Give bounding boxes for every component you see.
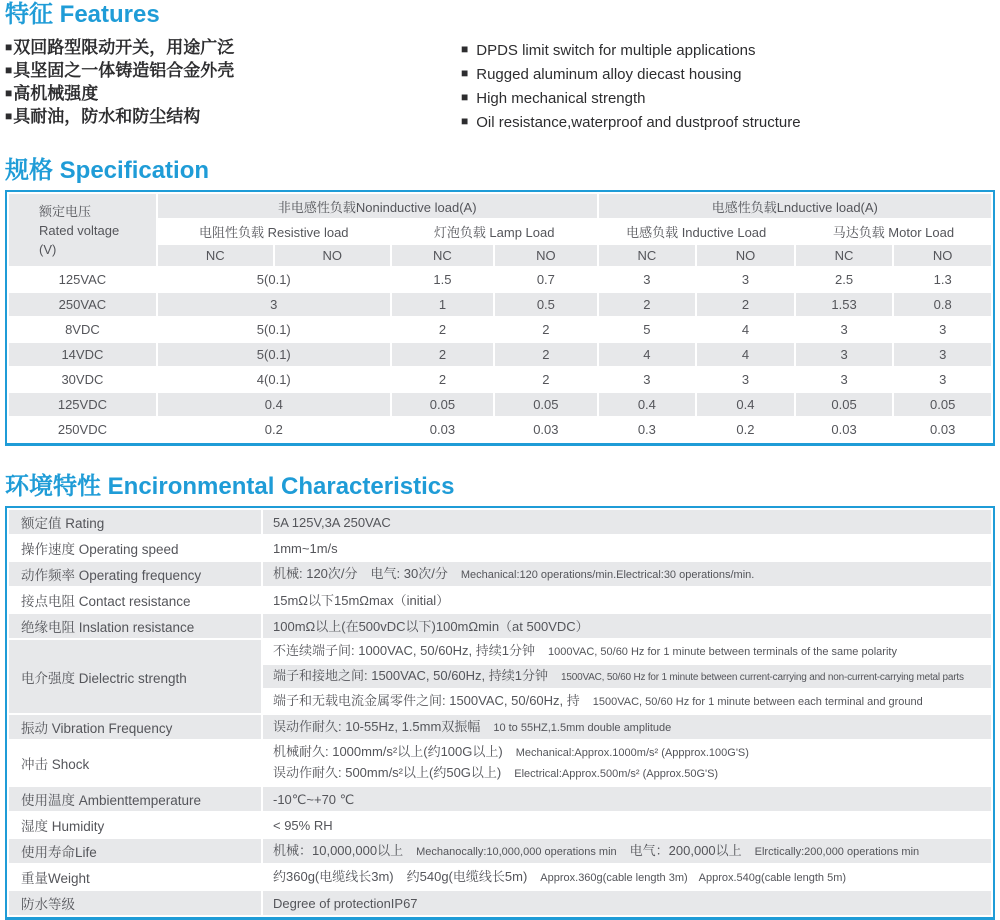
spec-value-cell: 5: [643, 322, 651, 337]
env-text-segment: Approx.360g(cable length 3m) Approx.540g(cable length 5m): [540, 871, 847, 884]
environment-section: [5, 473, 995, 920]
spec-voltage-header-line: (V): [39, 241, 57, 257]
env-text-segment: 不连续端子间: 1000VAC, 50/60Hz, 持续1分钟: [273, 643, 536, 658]
spec-value-cell: 2.5: [835, 272, 854, 287]
spec-value-cell: 4: [741, 322, 750, 337]
env-value-line: [273, 894, 987, 913]
spec-contact-no: NO: [697, 245, 794, 266]
spec-value-cell: 2: [697, 293, 794, 316]
spec-value-cell: 1.3: [933, 272, 952, 287]
spec-value-cell: 0.4: [158, 393, 390, 416]
env-row: [9, 588, 991, 612]
features-section: [5, 1, 995, 134]
env-value-line: [273, 641, 987, 662]
spec-value-cell: 0.05: [495, 393, 596, 416]
spec-load-resistive: 电阻性负载 Resistive load: [158, 220, 390, 243]
spec-value-cell: 0.03: [930, 422, 956, 437]
spec-value-cell: 2: [542, 322, 550, 337]
env-text-segment: 电气：200,000以上: [629, 842, 742, 858]
spec-value-cell: 0.7: [536, 272, 555, 287]
spec-voltage-header-line: Rated voltage: [39, 222, 120, 238]
env-label-cell: 冲击 Shock: [21, 757, 90, 772]
env-value-cell: [263, 536, 991, 560]
env-text-segment: 1000VAC, 50/60 Hz for 1 minute between terminals of the same polarity: [548, 646, 897, 658]
env-row: [9, 536, 991, 560]
spec-value-cell: 0.3: [637, 422, 656, 437]
spec-value-cell: 0.03: [533, 422, 559, 437]
specification-section: [5, 157, 995, 446]
spec-contact-nc: NC: [158, 245, 273, 266]
bullet-square-icon: ■: [461, 90, 469, 104]
env-row: [9, 562, 991, 586]
env-text-segment: 端子和接地之间: 1500VAC, 50/60Hz, 持续1分钟: [273, 668, 549, 683]
env-text-segment: 机械耐久: 1000mm/s²以上(约100G以上): [273, 744, 503, 759]
env-value-line: [273, 790, 987, 809]
feature-text: Rugged aluminum alloy diecast housing: [476, 66, 742, 83]
spec-value-cell: 0.2: [264, 422, 283, 437]
bullet-square-icon: ■: [5, 86, 13, 100]
spec-value-cell: 1: [392, 293, 493, 316]
env-value-cell: [263, 510, 991, 534]
env-text-segment: Elrctically:200,000 operations min: [754, 845, 920, 858]
spec-value-cell: 3: [643, 372, 651, 387]
spec-value-cell: 0.2: [736, 422, 755, 437]
spec-voltage-cell: 14VDC: [9, 343, 156, 366]
bullet-square-icon: ■: [5, 40, 13, 54]
spec-header-group-row: [9, 194, 991, 218]
env-text-segment: -10℃~+70 ℃: [273, 791, 355, 807]
spec-header-load-row: [9, 220, 991, 243]
spec-value-cell: 4(0.1): [256, 372, 291, 387]
env-value-line: [273, 742, 987, 763]
env-value-cell: [263, 813, 991, 837]
env-text-segment: 误动作耐久: 500mm/s²以上(约50G以上): [273, 765, 502, 780]
env-text-segment: 15mΩ以下15mΩmax（initial）: [273, 592, 450, 608]
spec-value-cell: 2: [542, 372, 550, 387]
env-label-cell: 动作频率 Operating frequency: [9, 562, 261, 586]
env-value-cell: [263, 891, 991, 915]
spec-contact-no: NO: [275, 245, 390, 266]
spec-value-cell: 0.8: [894, 293, 991, 316]
features-list-en: [461, 36, 801, 134]
env-value-line: [273, 666, 987, 687]
spec-contact-nc: NC: [392, 245, 493, 266]
env-row: [9, 891, 991, 915]
spec-value-cell: 0.05: [796, 393, 893, 416]
env-value-cell: [263, 690, 991, 713]
feature-text: Oil resistance,waterproof and dustproof structure: [476, 114, 801, 131]
feature-text: 高机械强度: [13, 84, 99, 103]
env-text-segment: < 95% RH: [273, 817, 333, 833]
spec-value-cell: 1.53: [796, 293, 893, 316]
env-label-cell: 振动 Vibration Frequency: [9, 715, 261, 739]
spec-value-cell: 1.5: [433, 272, 452, 287]
env-text-segment: Mechanocally:10,000,000 operations min: [416, 845, 617, 858]
spec-value-cell: 0.05: [894, 393, 991, 416]
spec-row: [9, 418, 991, 441]
spec-value-cell: 3: [939, 372, 947, 387]
env-text-segment: Electrical:Approx.500m/s² (Approx.50G'S): [514, 768, 719, 780]
env-row: [9, 614, 991, 638]
feature-item: [461, 110, 801, 134]
env-value-line: [273, 717, 987, 738]
env-value-line: [273, 816, 987, 835]
spec-contact-nc: NC: [796, 245, 893, 266]
spec-value-cell: 3: [796, 343, 893, 366]
spec-row: [9, 268, 991, 291]
spec-value-cell: 0.03: [429, 422, 456, 437]
spec-value-cell: 3: [741, 372, 750, 387]
env-value-cell: [263, 787, 991, 811]
spec-value-cell: 4: [697, 343, 794, 366]
env-label-cell: 重量Weight: [21, 871, 90, 886]
env-row: [9, 813, 991, 837]
spec-value-cell: 2: [495, 343, 596, 366]
spec-value-cell: 0.05: [392, 393, 493, 416]
spec-row: [9, 343, 991, 366]
environment-title: 环境特性 Encironmental Characteristics: [5, 473, 455, 500]
spec-value-cell: 2: [599, 293, 696, 316]
spec-value-cell: 3: [741, 272, 750, 287]
env-text-segment: 1500VAC, 50/60 Hz for 1 minute between current-carrying and non-current-carrying metal parts: [561, 672, 964, 683]
spec-value-cell: 0.5: [495, 293, 596, 316]
env-text-segment: 机械：10,000,000以上: [273, 842, 404, 858]
spec-voltage-cell: 125VAC: [58, 272, 107, 287]
env-label-cell: 电介强度 Dielectric strength: [9, 640, 261, 713]
env-label-cell: 湿度 Humidity: [21, 819, 105, 834]
env-row: [9, 787, 991, 811]
spec-value-cell: 0.4: [697, 393, 794, 416]
env-value-line: [273, 763, 987, 784]
env-text-segment: 1mm~1m/s: [273, 540, 338, 556]
env-text-segment: 100mΩ以上(在500vDC以下)100mΩmin（at 500VDC）: [273, 618, 589, 634]
spec-row: [9, 393, 991, 416]
spec-value-cell: 5(0.1): [256, 322, 291, 337]
features-list-cn: [5, 36, 461, 134]
spec-table-body: [9, 268, 991, 441]
spec-load-lamp: 灯泡负载 Lamp Load: [392, 220, 597, 243]
spec-row: [9, 368, 991, 391]
spec-value-cell: 2: [392, 343, 493, 366]
env-text-segment: 约360g(电缆线长3m) 约540g(电缆线长5m): [273, 868, 528, 884]
env-row: [9, 715, 991, 739]
env-label-cell: 使用寿命Life: [9, 839, 261, 863]
env-value-cell: [263, 865, 991, 889]
bullet-square-icon: ■: [461, 42, 469, 56]
env-value-line: [273, 617, 987, 636]
specification-table: [5, 190, 995, 446]
spec-voltage-cell: 250VDC: [57, 422, 107, 437]
env-text-segment: Mechanical:120 operations/min.Electrical:30 operations/min.: [460, 568, 755, 581]
spec-voltage-cell: 250VAC: [9, 293, 156, 316]
spec-value-cell: 2: [438, 322, 447, 337]
spec-value-cell: 0.4: [599, 393, 696, 416]
env-label-cell: 操作速度 Operating speed: [21, 542, 179, 557]
env-label-cell: 使用温度 Ambienttemperature: [9, 787, 261, 811]
env-text-segment: 误动作耐久: 10-55Hz, 1.5mm双振幅: [273, 718, 481, 734]
env-value-cell: [263, 588, 991, 612]
env-text-segment: Mechanical:Approx.1000m/s² (Appprox.100G'S): [515, 747, 749, 759]
env-label-cell: 防水等级: [9, 891, 261, 915]
env-value-line: [273, 539, 987, 558]
features-columns: [5, 36, 995, 134]
feature-item: [461, 62, 801, 86]
feature-item: [5, 105, 461, 128]
spec-value-cell: 4: [599, 343, 696, 366]
env-label-cell: 接点电阻 Contact resistance: [21, 594, 191, 609]
spec-load-inductive: 电感负载 Inductive Load: [599, 220, 794, 243]
spec-value-cell: 3: [840, 322, 848, 337]
env-text-segment: 10 to 55HZ,1.5mm double amplitude: [493, 721, 672, 734]
feature-text: DPDS limit switch for multiple applications: [476, 42, 756, 59]
spec-voltage-cell: 125VDC: [9, 393, 156, 416]
env-text-segment: Degree of protectionIP67: [273, 895, 418, 911]
spec-value-cell: 5(0.1): [256, 272, 291, 287]
spec-contact-nc: NC: [599, 245, 696, 266]
bullet-square-icon: ■: [461, 114, 469, 128]
env-value-line: [273, 691, 987, 712]
environment-table: [5, 506, 995, 920]
env-value-line: [273, 513, 987, 532]
spec-value-cell: 0.03: [831, 422, 857, 437]
env-value-line: [273, 867, 987, 888]
feature-item: [5, 36, 461, 59]
specification-title: 规格 Specification: [5, 157, 210, 184]
spec-voltage-header-line: 额定电压: [39, 203, 92, 219]
spec-value-cell: 3: [840, 372, 848, 387]
spec-load-motor: 马达负载 Motor Load: [796, 220, 991, 243]
spec-value-cell: 3: [158, 293, 390, 316]
spec-value-cell: 2: [438, 372, 447, 387]
env-value-cell: [263, 665, 991, 688]
env-label-cell: 额定值 Rating: [9, 510, 261, 534]
env-value-cell: [263, 640, 991, 663]
env-text-segment: 机械: 120次/分 电气: 30次/分: [273, 565, 448, 581]
bullet-square-icon: ■: [5, 109, 13, 123]
env-value-cell: [263, 839, 991, 863]
env-row: [9, 865, 991, 889]
env-row: [9, 510, 991, 534]
spec-value-cell: 3: [939, 322, 947, 337]
env-row: [9, 839, 991, 863]
bullet-square-icon: ■: [461, 66, 469, 80]
feature-item: [5, 59, 461, 82]
feature-item: [461, 38, 801, 62]
env-row: [9, 640, 991, 663]
env-value-line: [273, 841, 987, 862]
spec-contact-no: NO: [495, 245, 596, 266]
spec-group-inductive: 电感性负载Lnductive load(A): [599, 194, 991, 218]
spec-voltage-cell: 30VDC: [61, 372, 104, 387]
bullet-square-icon: ■: [5, 63, 13, 77]
env-value-line: [273, 564, 987, 585]
spec-value-cell: 5(0.1): [158, 343, 390, 366]
env-value-cell: [263, 741, 991, 785]
spec-row: [9, 318, 991, 341]
env-text-segment: 1500VAC, 50/60 Hz for 1 minute between each terminal and ground: [592, 696, 923, 708]
env-value-cell: [263, 562, 991, 586]
spec-voltage-header: [9, 194, 156, 266]
env-label-cell: 绝缘电阻 Inslation resistance: [9, 614, 261, 638]
env-text-segment: 5A 125V,3A 250VAC: [273, 514, 391, 530]
env-value-cell: [263, 614, 991, 638]
feature-item: [461, 86, 801, 110]
spec-group-noninductive: 非电感性负载Noninductive load(A): [158, 194, 597, 218]
feature-text: 双回路型限动开关，用途广泛: [13, 38, 235, 57]
feature-text: 具坚固之一体铸造铝合金外壳: [13, 61, 235, 80]
env-value-cell: [263, 715, 991, 739]
spec-contact-no: NO: [894, 245, 991, 266]
spec-row: [9, 293, 991, 316]
spec-header-contact-row: [9, 245, 991, 266]
spec-value-cell: 3: [643, 272, 651, 287]
spec-value-cell: 3: [894, 343, 991, 366]
env-value-line: [273, 591, 987, 610]
spec-voltage-cell: 8VDC: [65, 322, 100, 337]
feature-item: [5, 82, 461, 105]
environment-table-body: [9, 510, 991, 915]
feature-text: 具耐油，防水和防尘结构: [13, 107, 201, 126]
feature-text: High mechanical strength: [476, 90, 646, 107]
env-text-segment: 端子和无载电流金属零件之间: 1500VAC, 50/60Hz, 持: [273, 693, 580, 708]
features-title: 特征 Features: [5, 1, 160, 28]
env-row: [9, 741, 991, 785]
